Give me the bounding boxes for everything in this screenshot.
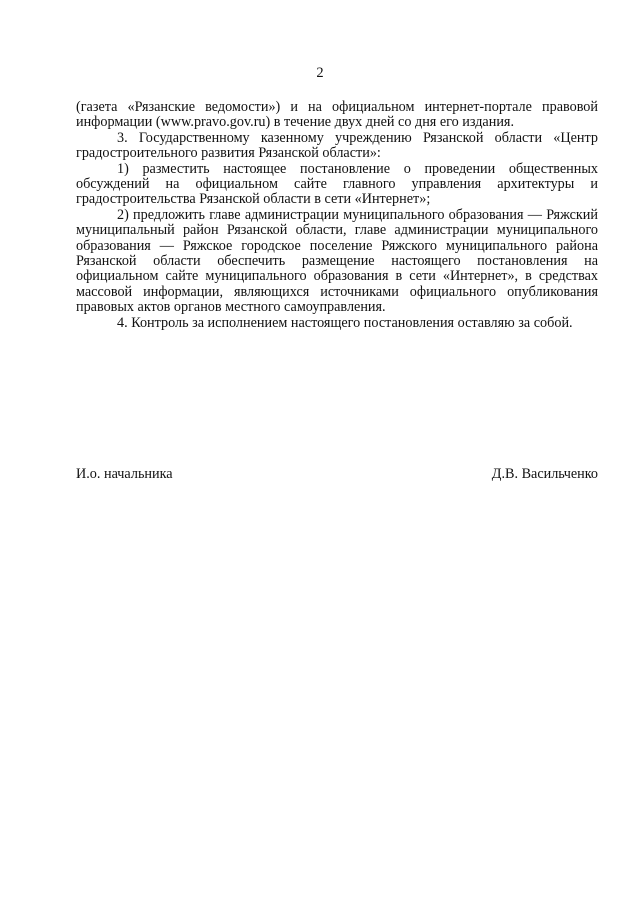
paragraph-item-4: 4. Контроль за исполнением настоящего постановления оставляю за собой.: [117, 314, 573, 331]
signatory-name: Д.В. Васильченко: [491, 466, 598, 482]
document-body: [76, 100, 598, 331]
paragraph-subitem-1: 1) разместить настоящее постановление о проведении общественных обсуждений на официальном сайте главного управления архитектуры и градостроительства Рязанской области в сети «Интернет»;: [76, 160, 598, 208]
signature-block: [76, 465, 598, 483]
signatory-position: И.о. начальника: [76, 466, 173, 482]
page-number: 2: [316, 65, 324, 81]
paragraph-item-3: 3. Государственному казенному учреждению Рязанской области «Центр градостроительного развития Рязанской области»:: [76, 129, 598, 162]
paragraph-publication: (газета «Рязанские ведомости») и на официальном интернет-портале правовой информации (www.pravo.gov.ru) в течение двух дней со дня его издания.: [76, 99, 598, 131]
paragraph-subitem-2: 2) предложить главе администрации муниципального образования — Ряжский муниципальный район Рязанской области, главе администрации муниципального образования — Ряжское городское поселение Ряжского муниципального района Рязанской области обеспечить размещение настоящего постановления на официальном сайте муниципального образования в сети «Интернет», в средствах массовой информации, являющихся источниками официального опубликования правовых актов органов местного самоуправления.: [76, 206, 598, 316]
